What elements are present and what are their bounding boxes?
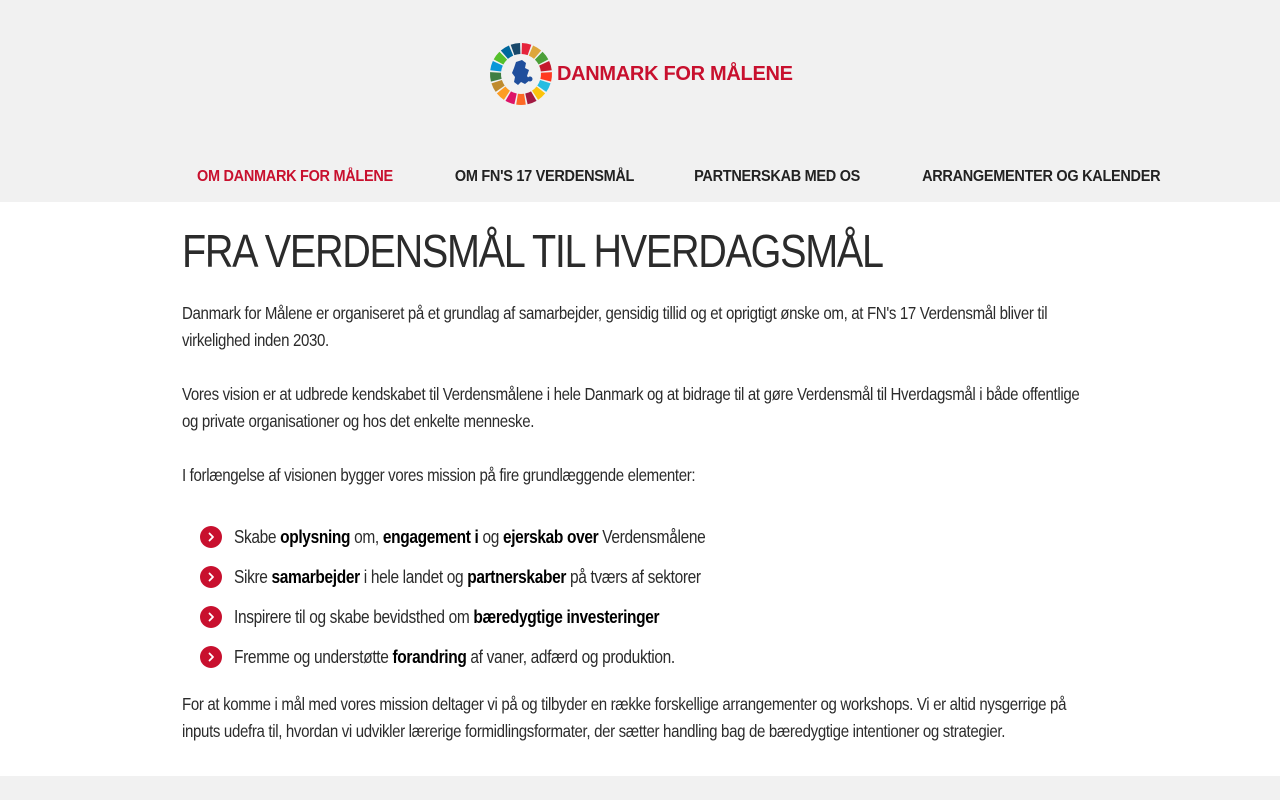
site-logo[interactable] xyxy=(489,40,799,108)
chevron-right-circle-icon xyxy=(200,606,222,628)
nav-item-om-danmark-for-maalene[interactable]: OM DANMARK FOR MÅLENE xyxy=(197,168,393,186)
nav-item-om-fns-17-verdensmaal[interactable]: OM FN'S 17 VERDENSMÅL xyxy=(454,168,635,186)
sdg-wheel-icon xyxy=(489,42,553,106)
nav-item-partnerskab-med-os[interactable]: PARTNERSKAB MED OS xyxy=(694,168,861,186)
mission-list xyxy=(200,517,1100,677)
chevron-right-circle-icon xyxy=(200,566,222,588)
list-item xyxy=(200,597,1100,637)
mission-paragraph: I forlængelse af visionen bygger vores mission på fire grundlæggende elementer: xyxy=(182,465,696,485)
list-item xyxy=(200,557,1100,597)
main-navigation xyxy=(182,160,1160,194)
sdg-wheel-segment xyxy=(540,72,552,82)
chevron-right-circle-icon xyxy=(200,646,222,668)
list-item xyxy=(200,637,1100,677)
list-item-text: Fremme og understøtte forandring af vaner, adfærd og produktion. xyxy=(234,646,675,667)
site-footer xyxy=(0,776,1280,800)
sdg-wheel-segment xyxy=(490,72,502,82)
page-title: FRA VERDENSMÅL TIL HVERDAGSMÅL xyxy=(182,225,883,277)
list-item-text: Sikre samarbejder i hele landet og partnerskaber på tværs af sektorer xyxy=(234,566,701,587)
closing-paragraph: For at komme i mål med vores mission deltager vi på og tilbyder en række forskellige arrangementer og workshops. Vi er altid nysgerrige på inputs udefra til, hvordan vi udvikler lærerige formidlingsformater, der sætter handling bag de bæredygtige intentioner og strategier. xyxy=(182,694,1067,741)
nav-item-arrangementer-og-kalender[interactable]: ARRANGEMENTER OG KALENDER xyxy=(922,168,1161,186)
logo-text: DANMARK FOR MÅLENE xyxy=(557,62,793,85)
list-item xyxy=(200,517,1100,557)
list-item-text: Skabe oplysning om, engagement i og ejerskab over Verdensmålene xyxy=(234,526,706,547)
vision-paragraph: Vores vision er at udbrede kendskabet til Verdensmålene i hele Danmark og at bidrage til at gøre Verdensmål til Hverdagsmål i både offentlige og private organisationer og hos det enkelte menneske. xyxy=(182,384,1080,431)
chevron-right-circle-icon xyxy=(200,526,222,548)
main-content xyxy=(0,202,1280,776)
sdg-wheel-segment xyxy=(516,94,526,105)
site-header xyxy=(0,0,1280,202)
list-item-text: Inspirere til og skabe bevidsthed om bæredygtige investeringer xyxy=(234,606,660,627)
intro-paragraph: Danmark for Målene er organiseret på et grundlag af samarbejder, gensidig tillid og et oprigtigt ønske om, at FN's 17 Verdensmål bliver til virkelighed inden 2030. xyxy=(182,303,1048,350)
